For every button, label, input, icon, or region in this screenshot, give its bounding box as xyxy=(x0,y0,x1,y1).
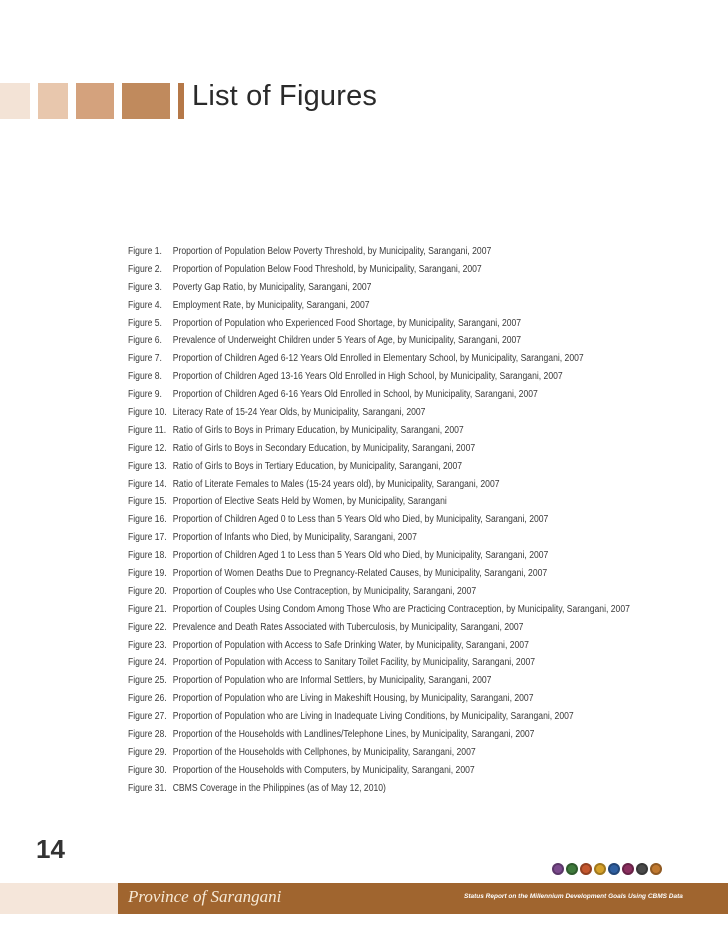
figure-list-item xyxy=(128,493,610,511)
figure-list-item xyxy=(128,601,630,619)
figure-list-item xyxy=(128,332,610,350)
figure-caption: Proportion of Couples who Use Contraception, by Municipality, Sarangani, 2007 xyxy=(172,585,477,597)
partner-logo-icon xyxy=(650,863,662,875)
figure-caption: Proportion of the Households with Computers, by Municipality, Sarangani, 2007 xyxy=(172,764,475,776)
decor-block xyxy=(0,83,30,119)
figure-number: Figure 4. xyxy=(128,299,162,311)
partner-logo-icon xyxy=(552,863,564,875)
figure-number: Figure 22. xyxy=(128,621,167,633)
figure-number: Figure 29. xyxy=(128,746,167,758)
figure-number: Figure 15. xyxy=(128,496,167,508)
figure-caption: Ratio of Girls to Boys in Tertiary Education, by Municipality, Sarangani, 2007 xyxy=(172,460,463,472)
figure-number: Figure 26. xyxy=(128,693,167,705)
figure-list-item xyxy=(128,690,610,708)
figure-list-item xyxy=(128,458,610,476)
figure-caption: Proportion of Population who are Living in Inadequate Living Conditions, by Municipality, Sarangani, 2007 xyxy=(172,711,574,723)
figure-caption: Proportion of Children Aged 6-12 Years Old Enrolled in Elementary School, by Municipality, Sarangani, 2007 xyxy=(172,353,584,365)
figure-list-item xyxy=(128,637,610,655)
partner-logo-icon xyxy=(580,863,592,875)
figure-list-item xyxy=(128,422,610,440)
figure-list-item xyxy=(128,726,610,744)
figure-number: Figure 11. xyxy=(128,424,167,436)
figure-caption: Proportion of Children Aged 0 to Less than 5 Years Old who Died, by Municipality, Sarangani, 2007 xyxy=(172,514,549,526)
partner-logo-icon xyxy=(636,863,648,875)
figure-list-item xyxy=(128,297,610,315)
figure-caption: Ratio of Girls to Boys in Secondary Education, by Municipality, Sarangani, 2007 xyxy=(172,442,476,454)
figure-caption: Proportion of Population Below Food Threshold, by Municipality, Sarangani, 2007 xyxy=(172,263,482,275)
figure-list-item xyxy=(128,780,610,798)
figure-caption: Proportion of Population with Access to Sanitary Toilet Facility, by Municipality, Sarangani, 2007 xyxy=(172,657,536,669)
figure-number: Figure 25. xyxy=(128,675,167,687)
figure-list-item xyxy=(128,529,610,547)
figure-caption: Ratio of Literate Females to Males (15-24 years old), by Municipality, Sarangani, 2007 xyxy=(172,478,500,490)
partner-logos xyxy=(552,863,662,877)
figure-caption: Ratio of Girls to Boys in Primary Education, by Municipality, Sarangani, 2007 xyxy=(172,424,464,436)
figure-list-item xyxy=(128,440,610,458)
figure-number: Figure 3. xyxy=(128,281,162,293)
page-title: List of Figures xyxy=(192,80,378,112)
figure-number: Figure 18. xyxy=(128,550,167,562)
figure-number: Figure 14. xyxy=(128,478,167,490)
figure-number: Figure 8. xyxy=(128,371,162,383)
figure-list-item xyxy=(128,583,610,601)
figure-list-item xyxy=(128,261,610,279)
partner-logo-icon xyxy=(622,863,634,875)
figure-number: Figure 12. xyxy=(128,442,167,454)
footer-report-title: Status Report on the Millennium Development Goals Using CBMS Data xyxy=(464,893,683,900)
figure-number: Figure 9. xyxy=(128,389,162,401)
figure-list-item xyxy=(128,511,610,529)
figure-caption: Employment Rate, by Municipality, Sarangani, 2007 xyxy=(172,299,370,311)
figure-list-item xyxy=(128,672,610,690)
figure-number: Figure 10. xyxy=(128,407,167,419)
figure-number: Figure 20. xyxy=(128,585,167,597)
figure-list-item xyxy=(128,404,610,422)
partner-logo-icon xyxy=(594,863,606,875)
figure-number: Figure 13. xyxy=(128,460,167,472)
figure-caption: Literacy Rate of 15-24 Year Olds, by Municipality, Sarangani, 2007 xyxy=(172,407,426,419)
figure-number: Figure 19. xyxy=(128,568,167,580)
figure-list-item xyxy=(128,708,610,726)
figure-caption: Proportion of Women Deaths Due to Pregnancy-Related Causes, by Municipality, Sarangani, 2007 xyxy=(172,568,548,580)
figure-list-item xyxy=(128,619,610,637)
figure-list-item xyxy=(128,476,610,494)
footer-accent xyxy=(0,883,118,914)
figure-list-item xyxy=(128,243,610,261)
decor-block xyxy=(178,83,184,119)
figure-caption: Proportion of Population who Experienced Food Shortage, by Municipality, Sarangani, 2007 xyxy=(172,317,522,329)
figure-list-item xyxy=(128,368,610,386)
figure-number: Figure 21. xyxy=(128,603,167,615)
figure-number: Figure 17. xyxy=(128,532,167,544)
figure-number: Figure 16. xyxy=(128,514,167,526)
figure-list-item xyxy=(128,315,610,333)
figure-list xyxy=(128,243,688,798)
figure-number: Figure 31. xyxy=(128,782,167,794)
footer-province: Province of Sarangani xyxy=(128,887,282,906)
page-number: 14 xyxy=(36,834,65,864)
figure-number: Figure 2. xyxy=(128,263,162,275)
figure-caption: Prevalence and Death Rates Associated with Tuberculosis, by Municipality, Sarangani, 2007 xyxy=(172,621,524,633)
figure-caption: Proportion of Population who are Informal Settlers, by Municipality, Sarangani, 2007 xyxy=(172,675,492,687)
figure-list-item xyxy=(128,350,610,368)
figure-caption: Prevalence of Underweight Children under 5 Years of Age, by Municipality, Sarangani, 2007 xyxy=(172,335,522,347)
partner-logo-icon xyxy=(608,863,620,875)
figure-caption: Proportion of Population who are Living in Makeshift Housing, by Municipality, Sarangani, 2007 xyxy=(172,693,534,705)
figure-number: Figure 23. xyxy=(128,639,167,651)
figure-caption: Proportion of Couples Using Condom Among Those Who are Practicing Contraception, by Municipality, Sarangani, 2007 xyxy=(172,603,630,615)
figure-list-item xyxy=(128,565,610,583)
figure-number: Figure 7. xyxy=(128,353,162,365)
figure-caption: Proportion of Elective Seats Held by Women, by Municipality, Sarangani xyxy=(172,496,447,508)
figure-number: Figure 6. xyxy=(128,335,162,347)
footer-bar xyxy=(118,883,728,914)
figure-number: Figure 1. xyxy=(128,246,162,257)
figure-caption: Proportion of the Households with Cellphones, by Municipality, Sarangani, 2007 xyxy=(172,746,476,758)
figure-number: Figure 24. xyxy=(128,657,167,669)
figure-caption: CBMS Coverage in the Philippines (as of May 12, 2010) xyxy=(172,782,386,794)
figure-list-item xyxy=(128,386,610,404)
figure-list-item xyxy=(128,547,610,565)
figure-number: Figure 27. xyxy=(128,711,167,723)
figure-caption: Proportion of Children Aged 13-16 Years Old Enrolled in High School, by Municipality, Sarangani, 2007 xyxy=(172,371,563,383)
figure-list-item xyxy=(128,654,610,672)
figure-list-item xyxy=(128,744,610,762)
figure-caption: Poverty Gap Ratio, by Municipality, Sarangani, 2007 xyxy=(172,281,372,293)
decor-block xyxy=(122,83,170,119)
figure-caption: Proportion of Population Below Poverty Threshold, by Municipality, Sarangani, 2007 xyxy=(172,246,492,257)
partner-logo-icon xyxy=(566,863,578,875)
figure-number: Figure 28. xyxy=(128,729,167,741)
figure-number: Figure 5. xyxy=(128,317,162,329)
decor-block xyxy=(76,83,114,119)
figure-caption: Proportion of Population with Access to Safe Drinking Water, by Municipality, Sarangani, 2007 xyxy=(172,639,529,651)
figure-caption: Proportion of Children Aged 6-16 Years Old Enrolled in School, by Municipality, Sarangani, 2007 xyxy=(172,389,538,401)
figure-number: Figure 30. xyxy=(128,764,167,776)
figure-caption: Proportion of Children Aged 1 to Less than 5 Years Old who Died, by Municipality, Sarangani, 2007 xyxy=(172,550,549,562)
figure-caption: Proportion of Infants who Died, by Municipality, Sarangani, 2007 xyxy=(172,532,417,544)
figure-caption: Proportion of the Households with Landlines/Telephone Lines, by Municipality, Sarangani, 2007 xyxy=(172,729,535,741)
decor-block xyxy=(38,83,68,119)
figure-list-item xyxy=(128,762,610,780)
figure-list-item xyxy=(128,279,610,297)
